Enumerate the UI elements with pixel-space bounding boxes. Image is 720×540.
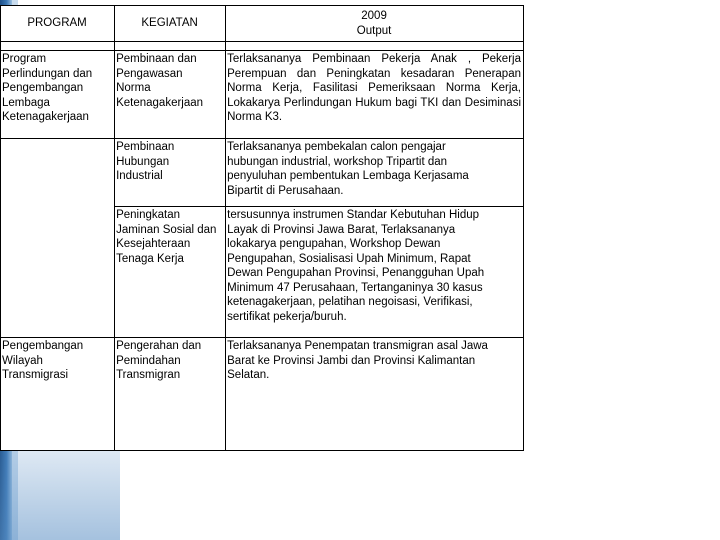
program-table: [0, 5, 524, 451]
header-output: [226, 6, 524, 42]
output-cell: tersusunnya instrumen Standar Kebutuhan Hidup Layak di Provinsi Jawa Barat, Terlaksananya lokakarya pengupahan, Workshop Dewan Pengupahan, Sosialisasi Upah Minimum, Rapat Dewan Pengupahan Provinsi, Penangguhan Upah Minimum 47 Perusahaan, Tertanganinya 30 kasus ketenagakerjaan, pelatihan negoisasi, Verifikasi, sertifikat pekerja/buruh.: [226, 207, 524, 338]
table-row: [1, 51, 524, 139]
kegiatan-cell: Pembinaan dan Pengawasan Norma Ketenagakerjaan: [115, 51, 226, 139]
table-row: [1, 139, 524, 207]
output-cell: Terlaksananya pembekalan calon pengajar hubungan industrial, workshop Tripartit dan penyuluhan pembentukan Lembaga Kerjasama Bipartit di Perusahaan.: [226, 139, 524, 207]
output-cell: Terlaksananya Penempatan transmigran asal Jawa Barat ke Provinsi Jambi dan Provinsi Kalimantan Selatan.: [226, 338, 524, 451]
program-cell: Pengembangan Wilayah Transmigrasi: [1, 338, 115, 451]
kegiatan-cell: Pembinaan Hubungan Industrial: [115, 139, 226, 207]
table-row: [1, 338, 524, 451]
kegiatan-cell: Pengerahan dan Pemindahan Transmigran: [115, 338, 226, 451]
program-cell: [1, 139, 115, 338]
header-kegiatan: KEGIATAN: [115, 6, 226, 42]
table-spacer-row: [1, 42, 524, 51]
kegiatan-cell: Peningkatan Jaminan Sosial dan Kesejahteraan Tenaga Kerja: [115, 207, 226, 338]
header-year: 2009: [361, 10, 387, 22]
output-cell: Terlaksananya Pembinaan Pekerja Anak , Pekerja Perempuan dan Peningkatan kesadaran Penerapan Norma Kerja, Fasilitasi Pemeriksaan Norma Kerja, Lokakarya Perlindungan Hukum bagi TKI dan Desiminasi Norma K3.: [226, 51, 524, 139]
header-program: PROGRAM: [1, 6, 115, 42]
program-cell: Program Perlindungan dan Pengembangan Lembaga Ketenagakerjaan: [1, 51, 115, 139]
header-output-label: Output: [356, 24, 392, 37]
table-header-row: [1, 6, 524, 42]
